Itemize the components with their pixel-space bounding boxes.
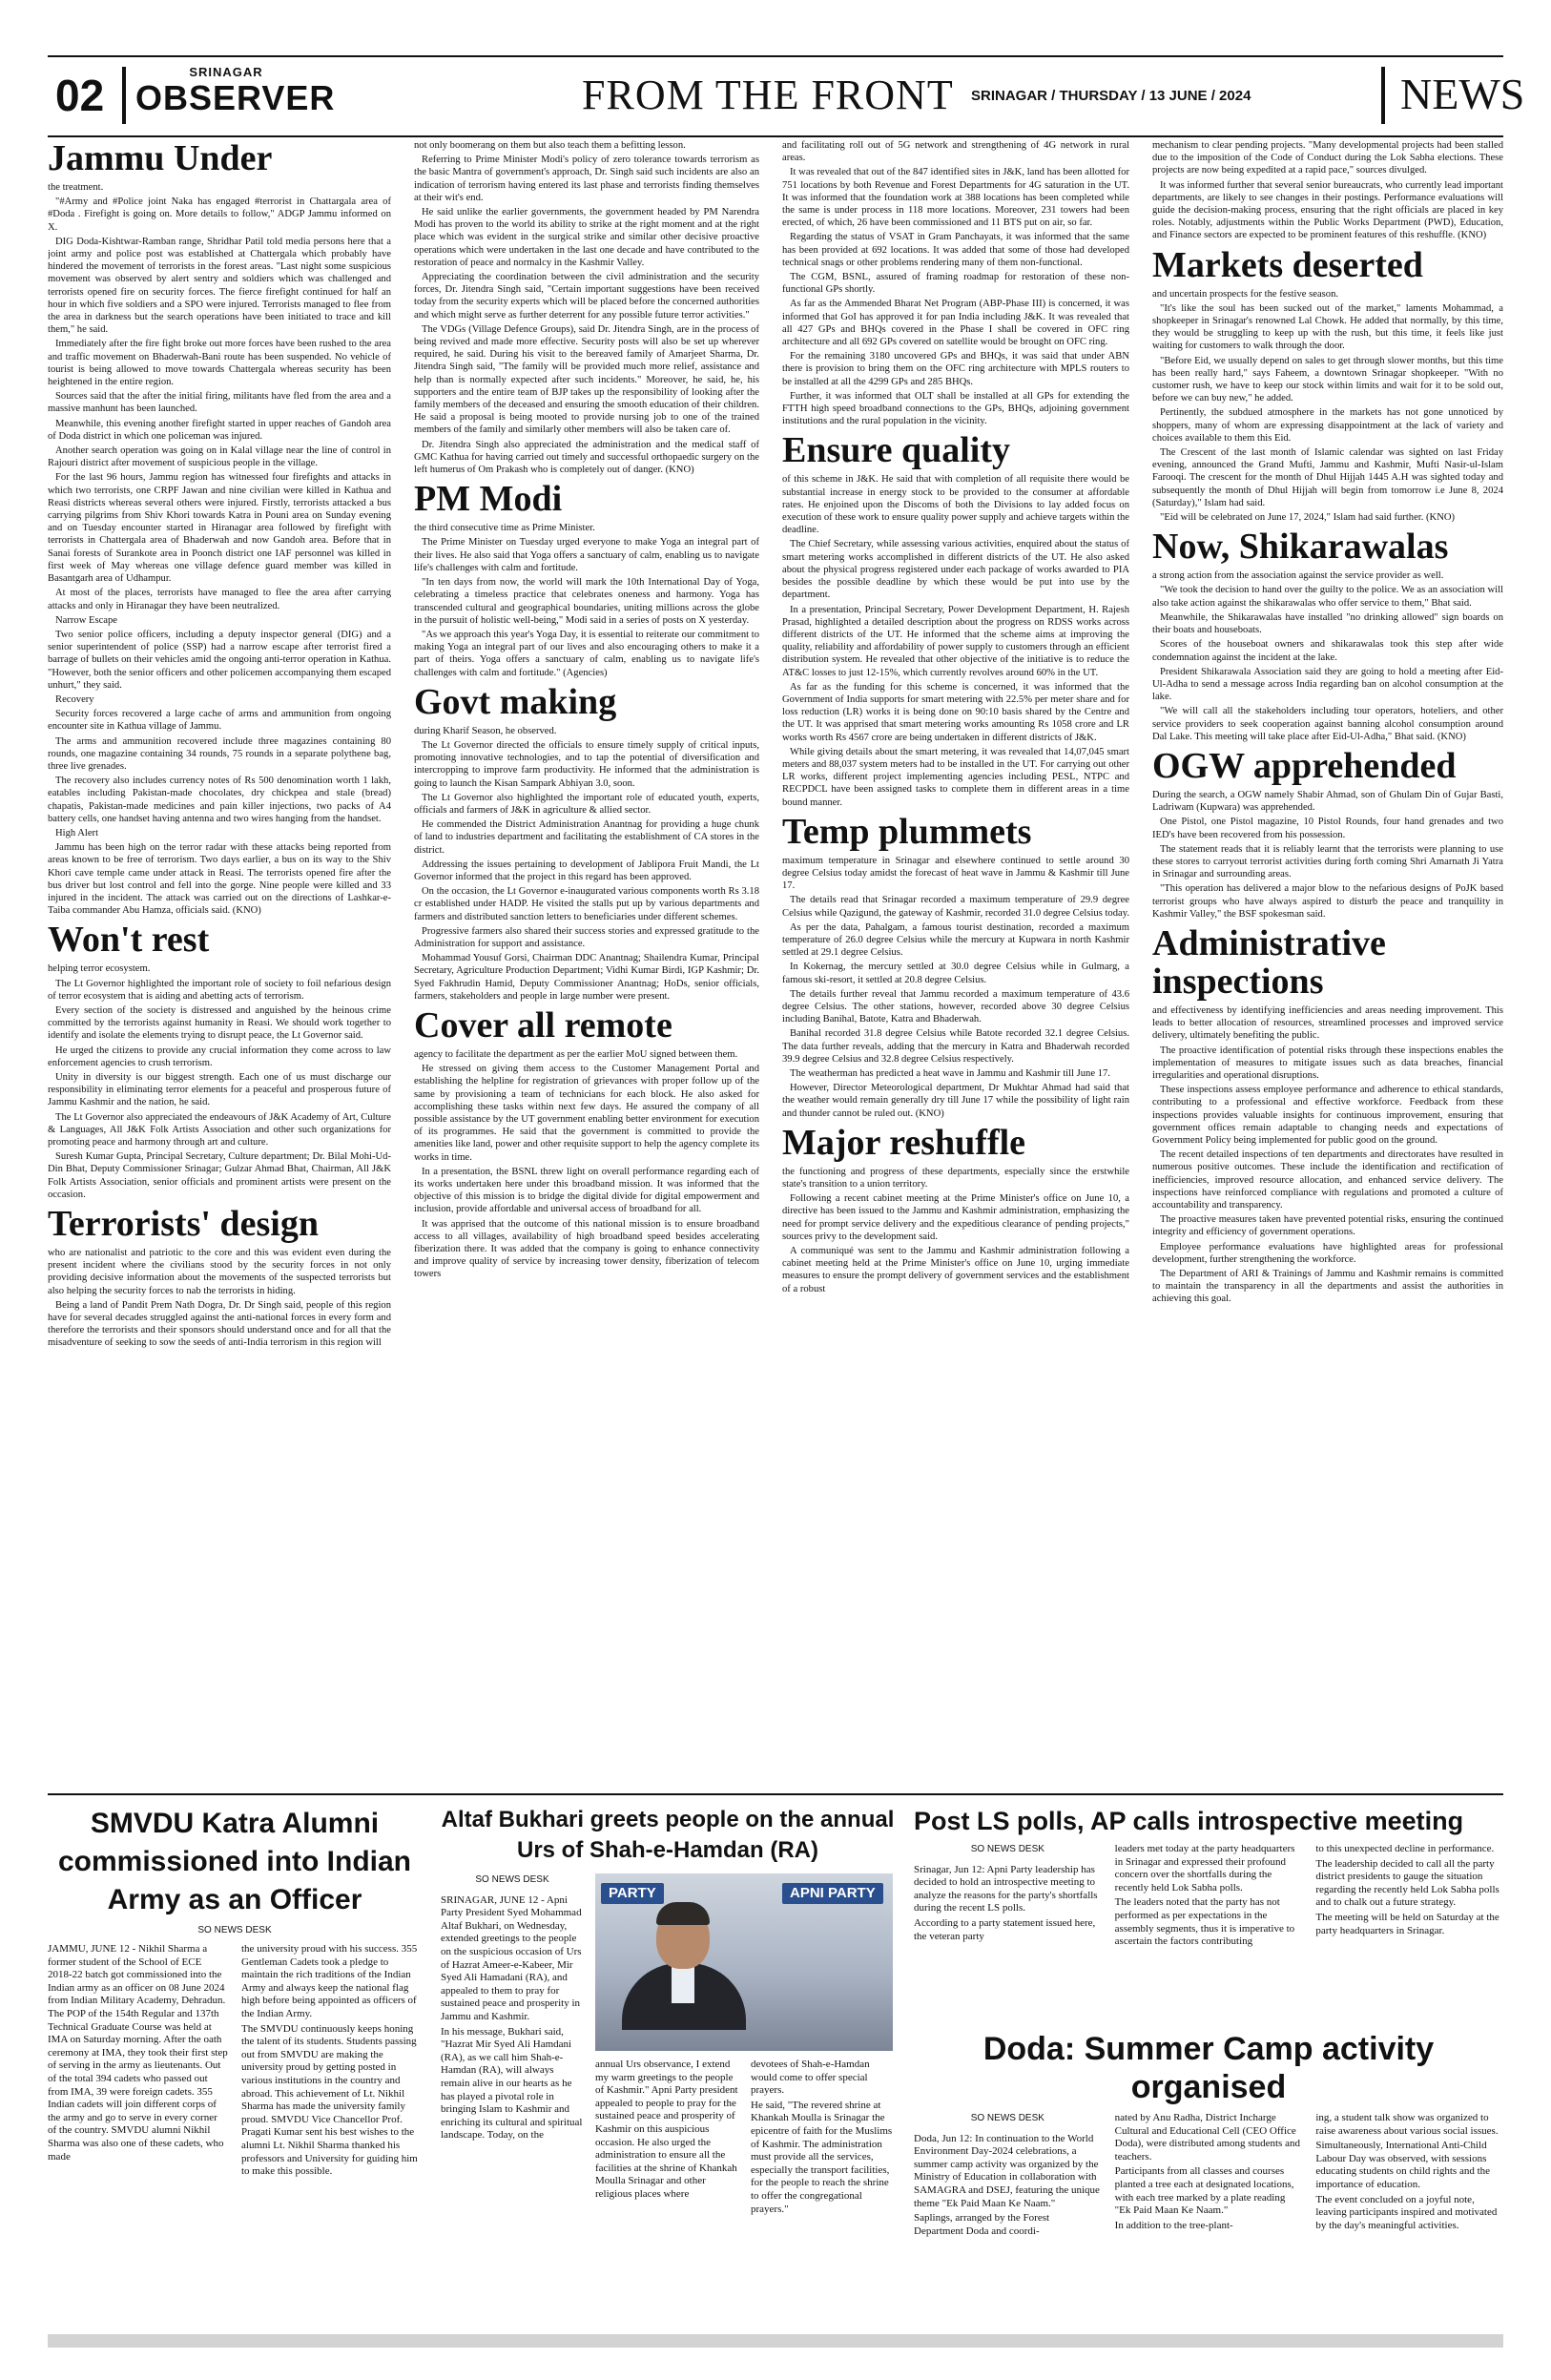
paragraph: The CGM, BSNL, assured of framing roadmap for restoration of these non-functional GPs shortly. <box>782 272 1129 296</box>
paragraph: the third consecutive time as Prime Minister. <box>414 523 595 534</box>
story-text-column <box>1115 1843 1303 1951</box>
paragraph: While giving details about the smart metering, it was revealed that 14,07,045 smart meters and 88,037 system meters had to be installed in the UT. For carrying out other LR works, different project implementing agencies including PESL, NTPC and RECPDCL have been assigned tasks to complete them in different areas in a time bound manner. <box>782 746 1129 808</box>
paragraph: Mohammad Yousuf Gorsi, Chairman DDC Anantnag; Shailendra Kumar, Principal Secretary, Agriculture Production Department; Vidhi Kumar Birdi, IGP Kashmir; Dr. Syed Fakhrudin Hamid, Deputy Commissioner Anantnag; HoDs, senior officials, farmers, stakeholders and people in large number were present. <box>414 953 759 1002</box>
paragraph: In his message, Bukhari said, "Hazrat Mir Syed Ali Hamdani (RA), as we call him Shah-e-Hamdan (RA), will always remain alive in our hearts as he has played a pivotal role in bringing Islam to Kashmir and enriching its cultural and spiritual landscape. Today, on the <box>441 2025 583 2142</box>
paragraph: Security forces recovered a large cache of arms and ammunition from ongoing encounter site in Kathua village of Jammu. <box>48 709 391 733</box>
paragraph: Pertinently, the subdued atmosphere in the markets has not gone unnoticed by shoppers, many of whom are expressing disappointment at the lack of variety and choices available to them this Eid. <box>1152 407 1503 444</box>
article-continued <box>414 139 759 476</box>
story-smvdu <box>48 1805 422 2320</box>
paragraph: Every section of the society is distressed and anguished by the heinous crime committed by the terrorists against humanity in Reasi. We should work together to identify and isolate the elements trying to disrupt peace, the Lt Governor said. <box>48 1004 391 1042</box>
paragraph: "We took the decision to hand over the guilty to the police. We as an association will also take action against the shikarawalas who offer service to them," Bhat said. <box>1152 585 1503 609</box>
headline-doda: Doda: Summer Camp activity organised <box>982 2031 1435 2105</box>
masthead-divider <box>1381 67 1385 124</box>
paragraph: Simultaneously, International Anti-Child Labour Day was observed, with sessions educating students on child rights and the importance of education. <box>1315 2140 1491 2190</box>
paragraph: The Lt Governor also appreciated the endeavours of J&K Academy of Art, Culture & Languages, All J&K Folk Artists Association and other such organizations for promoting peace and harmony through art and culture. <box>48 1111 391 1149</box>
paragraph: agency to facilitate the department as per the earlier MoU signed between them. <box>414 1048 738 1060</box>
paragraph: The details read that Srinagar recorded a maximum temperature of 29.9 degree Celsius while Qazigund, the gateway of Kashmir, recorded 31.0 degree Celsius today. <box>782 895 1129 919</box>
story-text-column <box>914 1864 1102 1944</box>
paragraph: These inspections assess employee performance and adherence to ethical standards, contributing to a professional and effective workforce. Feedback from these inspections provides valuable insights for continuous improvement, ensuring that government offices remain adaptable to changing needs and expectations of Government Policy being implemented for public good on the ground. <box>1152 1085 1503 1146</box>
paragraph: of this scheme in J&K. He said that with completion of all requisite there would be substantial increase in energy stock to be provided to the consumer at affordable rates. He enjoined upon the Discoms of both the Divisions to lay added focus on execution of these work to ensure quality power supply and achieve targets within the deadline. <box>782 474 1129 536</box>
paragraph: the treatment. <box>48 182 104 193</box>
paragraph: Banihal recorded 31.8 degree Celsius while Batote recorded 32.1 degree Celsius. The data further reveals, adding that the mercury in Katra and Bhaderwah recorded 39.9 degree Celsius and 32.8 degree Celsius respectively. <box>782 1028 1129 1065</box>
photo-banner: APNI PARTY <box>782 1883 883 1904</box>
headline-administrative-inspections: Administrative inspections <box>1152 922 1386 1002</box>
story-right-block <box>595 1873 895 2218</box>
headline-smvdu: SMVDU Katra Alumni commissioned into Indian Army as an Officer <box>57 1808 412 1915</box>
article-continued <box>1152 139 1503 242</box>
paragraph: Following a recent cabinet meeting at the Prime Minister's office on June 10, a directive has been issued to the Jammu and Kashmir administration, emphasizing the need for prompt service delivery and the expeditious clearance of pending projects," sources privy to the development said. <box>782 1193 1129 1242</box>
headline-major-reshuffle: Major reshuffle <box>782 1122 1026 1163</box>
paragraph: In a presentation, Principal Secretary, Power Development Department, H. Rajesh Prasad, highlighted a detailed description about the progress on RDSS works across different districts of the UT. He informed that the scheme aims at improving the quality, reliability and affordability of power supply to customers through an efficient distribution system. He revealed that other objective of the initiative is to reduce the AT&C losses to just 12-15%, which currently revolves around 60% in the UT. <box>782 604 1129 678</box>
paragraph: It was apprised that the outcome of this national mission is to ensure broadband access to all villages, availability of high broadband speed besides accelerating fiberization there. It was added that the company is going to enhance connectivity and improve quality of service by increasing tower density, fiberization of telecom towers <box>414 1218 759 1280</box>
paragraph: For the last 96 hours, Jammu region has witnessed four firefights and attacks in which two terrorists, one CRPF Jawan and nine civilian were killed in Kathua and Reasi districts whereas several others were injured. Firstly, terrorists attacked a bus carrying pilgrims from Shiv Khori towards Katra in Pouni area on Sunday evening and on Tuesday encounter started in Hiranagar area followed by firefight with terrorists in Chattergala area of Bhaderwah and now Gandoh area. Before that in Sanai forests of Surankote area in Poonch district one IAF personnel was killed in first week of May whereas one village defence guard member was killed in Basantgarh area of Udhampur. <box>48 472 391 585</box>
story-doda <box>914 2030 1503 2322</box>
paragraph: The VDGs (Village Defence Groups), said Dr. Jitendra Singh, are in the process of being revived and made more effective. Security posts will also be set up wherever required, he said. During his visit to the bereaved family of Amarjeet Sharma, Dr. Jitendra Singh said, "The family will be provided much more relief, assistance and help than is normally expected after such incidents." Moreover, he said, he, his supporters and the entire team of BJP takes up the responsibility of looking after the family members of the deceased and ensuring the smooth education of their children. He said a proposal is being mooted to provide nursing job to one of the trained members of the family and similarly other members will also be taken care of. <box>414 323 759 436</box>
paragraph: maximum temperature in Srinagar and elsewhere continued to settle around 30 degree Celsius today amidst the forecast of heat wave in Jammu & Kashmir till June 17. <box>782 855 1129 892</box>
paragraph: At most of the places, terrorists have managed to flee the area after carrying attacks and only in Hiranagar they have been neutralized. <box>48 588 391 611</box>
headline-jammu-under: Jammu Under <box>48 139 273 178</box>
paragraph: The Lt Governor highlighted the important role of society to foil nefarious design of terror ecosystem that is aiding and abetting acts of terrorism. <box>48 978 391 1002</box>
person-hair <box>656 1902 710 1925</box>
story-text-column <box>1315 2112 1503 2240</box>
paragraph: The Lt Governor also highlighted the important role of educated youth, experts, officials and farmers of J&K in agriculture & allied sector. <box>414 792 759 816</box>
article-jammu-under <box>48 181 391 917</box>
paragraph: annual Urs observance, I extend my warm greetings to the people of Kashmir." Apni Party president appealed to people to pray for the sustained peace and prosperity of Kashmir on this auspicious occasion. He also urged the administration to ensure all the facilities at the shrine of Khankah Moulla Srinagar and other religious places where <box>595 2059 738 2200</box>
paragraph: He stressed on giving them access to the Customer Management Portal and establishing the helpline for registration of grievances with proper follow up of the same by provisioning a team of technicians for each block. He also asked for accomplishing these tasks within next few days. He assured the company of all possible assistance by the UT government enabling better environment for execution of its programmes. He said that the government is committed to provide the amenities like land, power and other requisite support to help the agency complete its works in time. <box>414 1064 759 1163</box>
paragraph: It was revealed that out of the 847 identified sites in J&K, land has been allotted for 751 locations by both Revenue and Forest Departments for 4G saturation in the UT. It was informed that the foundation work at 388 locations has been completed while the same is under process in 118 more locations. Moreover, 231 towers had been erected, of which, 26 have been commissioned and 11 BTS put on air, so far. <box>782 167 1129 229</box>
paragraph: On the occasion, the Lt Governor e-inaugurated various components worth Rs 3.18 cr established under HADP. He visited the stalls put up by various departments and farmers and distributed sanction letters to beneficiaries under different schemes. <box>414 886 759 922</box>
paragraph: Doda, Jun 12: In continuation to the World Environment Day-2024 celebrations, a summer camp activity was organized by the Ministry of Education in collaboration with SAMAGRA and DSEJ, featuring the unique theme "Ek Paid Maan Ke Naam." <box>914 2132 1100 2209</box>
column-3 <box>782 139 1129 1656</box>
article-now-shikarawalas <box>1152 569 1503 743</box>
column-4 <box>1152 139 1503 1656</box>
paragraph: Meanwhile, the Shikarawalas have installed "no drinking allowed" sign boards on their boats and houseboats. <box>1152 611 1503 636</box>
photo-banner: PARTY <box>601 1883 664 1904</box>
paragraph: However, Director Meteorological department, Dr Mukhtar Ahmad had said that the weather would remain generally dry till June 17 while the possibility of light rain and thunder cannot be ruled out. (KNO) <box>782 1083 1129 1119</box>
paragraph: During the search, a OGW namely Shabir Ahmad, son of Ghulam Din of Gujar Basti, Ladriwam (Kupwara) was apprehended. <box>1152 789 1503 814</box>
paragraph: "Before Eid, we usually depend on sales to get through slower months, but this time has been really hard," says Faheem, a downtown Srinagar shopkeeper. "With no customer rush, we have to keep our stock within limits and wait for it to be sold out, before we can buy new," he added. <box>1152 355 1503 404</box>
paragraph: "In ten days from now, the world will mark the 10th International Day of Yoga, celebrating a timeless practice that celebrates oneness and harmony. Yoga has transcended cultural and geographical boundaries, uniting millions across the globe in the pursuit of holistic well-being," Modi said in a series of posts on X yesterday. <box>414 577 759 626</box>
paragraph: Suresh Kumar Gupta, Principal Secretary, Culture department; Dr. Bilal Mohi-Ud-Din Bhat, Deputy Commissioner Srinagar; Gulzar Ahmad Bhat, Chairman, All J&K Folk Artists Association, senior officials and prominent artists were present on the occasion. <box>48 1151 391 1200</box>
article-temp-plummets <box>782 855 1129 1120</box>
paragraph: the university proud with his success. 355 Gentleman Cadets took a pledge to maintain the rich traditions of the Indian Army and always keep the national flag high before being appointed as officers of the Indian Army. <box>241 1943 418 2019</box>
paragraph: In Kokernag, the mercury settled at 30.0 degree Celsius while in Gulmarg, a famous ski-resort, it settled at 20.8 degree Celsius. <box>782 962 1129 985</box>
paragraph: The event concluded on a joyful note, leaving participants inspired and motivated by the day's meaningful activities. <box>1315 2193 1498 2231</box>
section-title: FROM THE FRONT <box>582 72 954 118</box>
paragraph: Narrow Escape <box>55 614 118 626</box>
article-ensure-quality <box>782 473 1129 808</box>
article-markets-deserted <box>1152 288 1503 525</box>
paragraph: He said unlike the earlier governments, the government headed by PM Narendra Modi has proven to the world its ability to strike at the right moment and at the right place which was evident in the surgical strike and similar other decisive proactive operations which were undertaken in the last one decade and have contributed to the restoration of peace and normalcy in the Kashmir Valley. <box>414 207 759 268</box>
paragraph: devotees of Shah-e-Hamdan would come to offer special prayers. <box>751 2059 870 2097</box>
footer-strip <box>48 2334 1503 2348</box>
paragraph: The Chief Secretary, while assessing various activities, enquired about the status of smart metering works accomplished in different districts of the UT. He also asked about the physical progress registered under each package of works awarded to PIA besides the possible deadline by which these would be put into use by the department. <box>782 539 1129 601</box>
paragraph: Participants from all classes and courses planted a tree each at designated locations, with each tree marked by a plate reading "Ek Paid Maan Ke Naam." <box>1114 2165 1294 2217</box>
section-divider <box>48 1793 1503 1795</box>
paragraph: In a presentation, the BSNL threw light on overall performance regarding each of its works undertaken here under this broadband mission. It was informed that the objective of this mission is to bridge the digital divide for digital empowerment and inclusion, provide affordable and universal access of broadband for all. <box>414 1166 759 1215</box>
paragraph: President Shikarawala Association said they are going to hold a meeting after Eid-Ul-Adha to send a message across India regarding ban on alcohol consumption at the lake. <box>1152 666 1503 703</box>
paragraph: The meeting will be held on Saturday at the party headquarters in Srinagar. <box>1315 1911 1499 1936</box>
paragraph: The Prime Minister on Tuesday urged everyone to make Yoga an integral part of their lives. He also said that Yoga offers a sanctuary of calm, enabling us to navigate life's challenges with calm and fortitude. <box>414 537 759 573</box>
story-bukhari <box>441 1805 895 2320</box>
paragraph: As far as the funding for this scheme is concerned, it was informed that the Government of India supports for smart metering with 22.5% per meter share and for loss reduction (LR) works it is being done on 90:10 basis shared by the Centre and the UT. It was apprised that smart metering works amounting Rs 1058 crore and LR works worth Rs 4567 crore are being undertaken in different districts of J&K. <box>782 681 1129 743</box>
headline-ogw-apprehended: OGW apprehended <box>1152 745 1457 786</box>
paragraph: Recovery <box>55 693 94 705</box>
byline: SO NEWS DESK <box>475 1874 549 1885</box>
dateline: SRINAGAR / THURSDAY / 13 JUNE / 2024 <box>971 88 1251 104</box>
category-label: NEWS <box>1400 70 1525 118</box>
paragraph: "Eid will be celebrated on June 17, 2024," Islam had said further. (KNO) <box>1160 512 1456 524</box>
article-terrorists-design <box>48 1247 391 1350</box>
column-1 <box>48 139 391 1656</box>
article-ogw-apprehended <box>1152 789 1503 921</box>
story-text-column <box>1115 2112 1303 2240</box>
headline-ensure-quality: Ensure quality <box>782 430 1010 471</box>
paragraph: "#Army and #Police joint Naka has engaged #terrorist in Chattargala area of #Doda . Firefight is going on. More details to follow," ADGP Jammu informed on X. <box>48 197 391 233</box>
paper-city: SRINAGAR <box>189 65 263 79</box>
story-text-column <box>241 1943 422 2181</box>
headline-wont-rest: Won't rest <box>48 920 210 961</box>
article-administrative-inspections <box>1152 1004 1503 1306</box>
paragraph: The leadership decided to call all the party district presidents to gauge the situation regarding the recently held Lok Sabha polls and to chalk out a future strategy. <box>1315 1857 1499 1909</box>
paragraph: Regarding the status of VSAT in Gram Panchayats, it was informed that the same has been provided at 692 locations. It was added that some of those had developed technical snags or other problems rendering many of them non-functional. <box>782 232 1129 268</box>
paragraph: High Alert <box>55 827 99 838</box>
article-continued <box>782 139 1129 427</box>
article-pm-modi <box>414 522 759 678</box>
paragraph: helping terror ecosystem. <box>48 963 151 975</box>
story-post-ls <box>914 1805 1503 2024</box>
story-text-column <box>48 1943 228 2181</box>
story-text-column <box>595 2059 739 2218</box>
person-collar <box>672 1965 694 2003</box>
paragraph: The arms and ammunition recovered include three magazines containing 80 rounds, one magazine containing 34 rounds, 75 rounds in a separate polythene bag, three live grenades. <box>48 735 391 772</box>
paragraph: The Lt Governor directed the officials to ensure timely supply of critical inputs, promoting innovative technologies, and to tap the potential of diversification and intercropping to improve farm productivity. He informed that the administration is going to launch the Kisan Sampark Abhiyan 3.0, soon. <box>414 739 759 789</box>
paragraph: He urged the citizens to provide any crucial information they come across to law enforcement agencies to crush terrorism. <box>48 1045 391 1068</box>
paragraph: For the remaining 3180 uncovered GPs and BHQs, it was said that under ABN there is provision to bring them on the OFC ring architecture with MPLS routers to be installed at all the 4299 GPs and 285 BHQs. <box>782 351 1129 387</box>
story-text-column <box>914 2133 1102 2239</box>
paragraph: He said, "The revered shrine at Khankah Moulla is Srinagar the epicentre of faith for the Muslims of Kashmir. The administration must provide all the services, especially the transport facilities, for the people to reach the shrine to offer the congregational prayers." <box>751 2099 893 2215</box>
story-text-column <box>914 1843 1102 1951</box>
paragraph: The SMVDU continuously keeps honing the talent of its students. Students passing out from SMVDU are making the university proud by getting posted in various institutions in the country and abroad. This achievement of Lt. Nikhil Sharma has made the university family proud. SMVDU Vice Chancellor Prof. Pragati Kumar sent his best wishes to the alumni Lt. Nikhil Sharma thanked his professors and University for guiding him to make this possible. <box>241 2022 418 2178</box>
paragraph: A communiqué was sent to the Jammu and Kashmir administration following a cabinet meeting held at the Prime Minister's office on June 10, urging immediate measures to ensure the prompt delivery of government services and the establishment of a robust <box>782 1246 1129 1294</box>
paragraph: to this unexpected decline in performance. <box>1315 1843 1495 1854</box>
paragraph: and effectiveness by identifying inefficiencies and areas needing improvement. This leads to better allocation of resources, streamlined processes and improved service delivery, ultimately benefiting the public. <box>1152 1004 1503 1042</box>
paragraph: The Department of ARI & Trainings of Jammu and Kashmir remains is committed to maintain the transparency in all the departments and assist the authorities in achieving this goal. <box>1152 1269 1503 1305</box>
paragraph: It was informed further that several senior bureaucrats, who currently lead important departments, are likely to see changes in their postings. Performance evaluations will guide the decision-making process, ensuring that the right officials are placed in key roles. Notably, adjustments within the Public Works Department (PWD), Education, and Finance sectors are expected to be prominent features of this reshuffle. (KNO) <box>1152 179 1503 241</box>
paragraph: In addition to the tree-plant- <box>1114 2219 1233 2231</box>
paragraph: According to a party statement issued here, the veteran party <box>914 1916 1096 1942</box>
story-text-column <box>914 2112 1102 2240</box>
paragraph: Further, it was informed that OLT shall be installed at all GPs for extending the FTTH high speed broadband connections to the GPs, BHQs, adjoining government institutions and the rural population in the vicinity. <box>782 390 1129 427</box>
headline-post-ls: Post LS polls, AP calls introspective meeting <box>914 1807 1464 1835</box>
paragraph: a strong action from the association against the service provider as well. <box>1152 570 1444 582</box>
paragraph: Meanwhile, this evening another firefight started in upper reaches of Gandoh area of Doda district in which one policeman was injured. <box>48 418 391 442</box>
byline: SO NEWS DESK <box>197 1925 272 1935</box>
paragraph: leaders met today at the party headquarters in Srinagar and expressed their profound concern over the shortfalls during the recently held Lok Sabha polls. <box>1114 1843 1295 1894</box>
paragraph: As per the data, Pahalgam, a famous tourist destination, recorded a maximum temperature of 26.0 degree Celsius while the mercury at Kupwara in north Kashmir settled at 29.1 degree Celsius. <box>782 921 1129 959</box>
paragraph: ing, a student talk show was organized to raise awareness about various social issues. <box>1315 2112 1499 2137</box>
paragraph: The details further reveal that Jammu recorded a maximum temperature of 43.6 degree Celsius. The other stations, however, recorded above 30 degree Celsius including Banihal, Batote, Katra and Bhaderwah. <box>782 988 1129 1025</box>
paragraph: Being a land of Pandit Prem Nath Dogra, Dr. Dr Singh said, people of this region have for several decades struggled against the anti-national forces in every form and therefore the terrorists and their sponsors should understand once and for all that the misadventure of seeking to sow the seeds of anti-India terrorism in this region will <box>48 1299 391 1349</box>
paragraph: "It's like the soul has been sucked out of the market," laments Mohammad, a shopkeeper in Srinagar's renowned Lal Chowk. He added that normally, by this time, they would be struggling to keep up with the rush, but this time, it feels like just waiting for customers to walk through the door. <box>1152 302 1503 352</box>
headline-terrorists-design: Terrorists' design <box>48 1204 319 1245</box>
paragraph: mechanism to clear pending projects. "Many developmental projects had been stalled due to the imposition of the Code of Conduct during the Lok Sabha elections. These projects are now being expedited at a rapid pace," sources divulged. <box>1152 140 1503 176</box>
masthead-divider <box>122 67 126 124</box>
paragraph: He commended the District Administration Anantnag for providing a huge chunk of land to industries department and facilitating the establishment of CA stores in the district. <box>414 819 759 856</box>
paragraph: One Pistol, one Pistol magazine, 10 Pistol Rounds, four hand grenades and two IED's have been recovered from his possession. <box>1152 817 1503 840</box>
paragraph: Dr. Jitendra Singh also appreciated the administration and the medical staff of GMC Kathua for having carried out timely and successful orthopaedic surgery on the left humerus of Om Prakash who is completely out of danger. (KNO) <box>414 439 759 476</box>
paragraph: Scores of the houseboat owners and shikarawalas took this step after wide condemnation against the incident at the lake. <box>1152 639 1503 663</box>
masthead <box>48 55 1525 137</box>
paragraph: Referring to Prime Minister Modi's policy of zero tolerance towards terrorism as the basic Mantra of government's approach, Dr. Singh said such incidents are also an indication of terrorism having entered its last phase and terrorists finding themselves at their wit's end. <box>414 155 759 203</box>
story-text-column <box>1315 1843 1503 1951</box>
headline-temp-plummets: Temp plummets <box>782 811 1032 852</box>
paragraph: Two senior police officers, including a deputy inspector general (DIG) and a senior superintendent of police (SSP) had a narrow escape after terrorist fired a barrage of bullets on their vehicles amid the ongoing anti-terror operation in Kathua. "However, both the senior officers and other policemen accompanying them escaped unhurt," they said. <box>48 629 391 691</box>
page-number: 02 <box>55 71 105 120</box>
paragraph: Progressive farmers also shared their success stories and expressed gratitude to the Administration for support and assistance. <box>414 925 759 949</box>
paragraph: Addressing the issues pertaining to development of Jablipora Fruit Mandi, the Lt Governor informed that the project in this regard has been approved. <box>414 859 759 882</box>
paragraph: The Crescent of the last month of Islamic calendar was sighted on last Friday evening, announced the Grand Mufti, Jammu and Kashmir, Mufti Nasir-ul-Islam Farooqi. The crescent for the month of Dhul Hijjah 1445 A.H was sighted today and subsequently the month of Dhul Hijjah will begin from tomorrow i.e June 8, 2024 (Saturday)," Islam had said. <box>1152 447 1503 508</box>
byline: SO NEWS DESK <box>970 1844 1044 1854</box>
paragraph: The statement reads that it is reliably learnt that the terrorists were planning to use these stores to carryout terrorist activities during forth coming Shri Amarnath Ji Yatra in Srinagar and surrounding areas. <box>1152 843 1503 880</box>
headline-markets-deserted: Markets deserted <box>1152 244 1423 285</box>
paragraph: "This operation has delivered a major blow to the nefarious designs of PoJK based terrorist groups who have always aspired to disturb the peace and tranquility in Kashmir Valley," the BSF spokesman said. <box>1152 883 1503 920</box>
paragraph: Srinagar, Jun 12: Apni Party leadership has decided to hold an introspective meeting to analyze the reasons for the party's shortfalls during the recent LS polls. <box>914 1863 1098 1914</box>
paragraph: "We will call all the stakeholders including tour operators, hoteliers, and other service providers to seek cooperation against banning alcohol consumption around Dal Lake. This meeting will take place after Eid-Ul-Adha," Bhat said. (KNO) <box>1152 706 1503 742</box>
paragraph: The leaders noted that the party has not performed as per expectations in the assembly segments, thus it is imperative to ascertain the factors contributing <box>1114 1896 1295 1948</box>
headline-cover-all-remote: Cover all remote <box>414 1004 672 1045</box>
paragraph: and facilitating roll out of 5G network and strengthening of 4G network in rural areas. <box>782 140 1129 164</box>
paragraph: "As we approach this year's Yoga Day, it is essential to reiterate our commitment to making Yoga an integral part of our lives and also encouraging others to make it a part of theirs. Yoga offers a sanctuary of calm, enabling us to navigate life's challenges with calm and fortitude." (Agencies) <box>414 629 759 678</box>
paragraph: Jammu has been high on the terror radar with these attacks being reported from areas known to be free of terrorism. Two days earlier, a bus on its way to the Shiv Khori cave temple came under attack in Reasi. The terrorists opened fire after the bus driver but lost control and fell into the gorge. Nine people were killed and 33 injured in the incident. The attack was carried out on the directions of Lashkar-e-Taiba commander Abu Hamza, officials said. (KNO) <box>48 842 391 917</box>
byline: SO NEWS DESK <box>970 2113 1044 2123</box>
paragraph: DIG Doda-Kishtwar-Ramban range, Shridhar Patil told media persons here that a joint army and police post was established at Chattergala which probably have hindered the movement of terrorists in the forest areas. "Last night some suspicious movement was observed by alert sentry and soldiers which was challenged and terrorists opened fire on security forces. The fierce firefight continued for half an hour in which five soldiers and a SPO were injured. Terrorists managed to flee from the area in darkness but the search operations have been initiated to trace and kill them," he said. <box>48 236 391 336</box>
paragraph: Appreciating the coordination between the civil administration and the security forces, Dr. Jitendra Singh said, "Certain important suggestions have been received today from the security experts which will be placed before the concerned authorities and which might serve as further deterrent for any possible future terror activities." <box>414 272 759 321</box>
bukhari-photo <box>595 1873 893 2051</box>
paragraph: SRINAGAR, JUNE 12 - Apni Party President Syed Mohammad Altaf Bukhari, on Wednesday, extended greetings to the people on the suspicious occasion of Urs of Hazrat Ameer-e-Kabeer, Mir Syed Ali Hamadani (RA), and appealed to them to pray for sustained peace and prosperity in Jammu and Kashmir. <box>441 1894 582 2022</box>
paragraph: Sources said that the after the initial firing, militants have fled from the area and a massive manhunt has been launched. <box>48 391 391 415</box>
article-cover-all-remote <box>414 1048 759 1281</box>
article-wont-rest <box>48 962 391 1201</box>
story-text-column <box>751 2059 895 2218</box>
paragraph: nated by Anu Radha, District Incharge Cultural and Educational Cell (CEO Office Doda), were distributed among students and teachers. <box>1114 2112 1300 2163</box>
paragraph: who are nationalist and patriotic to the core and this was evident even during the present incident where the civilians stood by the security forces in not only providing decisive information about the movements of the suspected terrorists but also helping the security forces to nab the terrorists in hiding. <box>48 1248 391 1296</box>
paragraph: Another search operation was going on in Kalal village near the line of control in Rajouri district after movement of suspicious people in the village. <box>48 445 391 469</box>
paragraph: The recovery also includes currency notes of Rs 500 denomination worth 1 lakh, eatables including Pakistan-made chocolates, dry chickpea and stale (bread) chapatis, Pakistan-made medicines and pain killer injections, two packs of A4 battery cells, one handset having antenna and two wires hanging from the handset. <box>48 776 391 824</box>
paper-name: OBSERVER <box>135 78 336 117</box>
paragraph: The recent detailed inspections of ten departments and directorates have resulted in numerous positive outcomes. These include the identification and rectification of inefficiencies, improved resource allocation, and enhanced service delivery. The inspections have reinforced compliance with regulations and promoted a culture of accountability and transparency. <box>1152 1149 1503 1211</box>
paragraph: Employee performance evaluations have highlighted areas for professional development, further strengthening the workforce. <box>1152 1241 1503 1265</box>
paragraph: during Kharif Season, he observed. <box>414 725 557 736</box>
paper-logo <box>135 65 336 117</box>
story-text-column <box>441 1894 584 2142</box>
paragraph: The weatherman has predicted a heat wave in Jammu and Kashmir till June 17. <box>790 1068 1110 1079</box>
paragraph: The proactive identification of potential risks through these inspections enables the implementation of measures to mitigate issues such as data breaches, financial irregularities and operational disruptions. <box>1152 1045 1503 1081</box>
paragraph: Saplings, arranged by the Forest Department Doda and coordi- <box>914 2212 1050 2237</box>
paragraph: Unity in diversity is our biggest strength. Each one of us must discharge our responsibility in eliminating terror elements for a peaceful and prosperous future of Jammu Kashmir and the nation, he said. <box>48 1072 391 1108</box>
paragraph: the functioning and progress of these departments, especially since the erstwhile state's transition to a union territory. <box>782 1166 1129 1190</box>
headline-bukhari: Altaf Bukhari greets people on the annual Urs of Shah-e-Hamdan (RA) <box>441 1807 895 1863</box>
paragraph: As far as the Ammended Bharat Net Program (ABP-Phase III) is concerned, it was informed that GoI has approved it for pan India including J&K. It was revealed that all 427 GPs and BHQs covered in the Phase I shall be covered in OFC ring architecture and all 692 GPs covered on satellite would be brought on OFC ring. <box>782 299 1129 348</box>
paragraph: not only boomerang on them but also teach them a befitting lesson. <box>414 140 686 151</box>
article-major-reshuffle <box>782 1166 1129 1295</box>
paragraph: JAMMU, JUNE 12 - Nikhil Sharma a former student of the School of ECE 2018-22 batch got commissioned into the Indian army as an officer on 08 June 2024 from Indian Military Academy, Dehradun. The POP of the 154th Regular and 137th Technical Graduate Course was held at IMA on Saturday morning. After the oath ceremony at IMA, they took their first step of serving in the army as lieutenants. Out of the total 394 cadets who passed out from IMA, 39 were foreign cadets. 355 Indian cadets will join different corps of the army and go to serve in every corner of the country. SMVDU alumni Nikhil Sharma was also one of these cadets, who made <box>48 1943 228 2163</box>
headline-now-shikarawalas: Now, Shikarawalas <box>1152 527 1449 568</box>
paragraph: Immediately after the fire fight broke out more forces have been rushed to the area and traffic movement on Bhaderwah-Bani route has been suspended. No vehicle of tourist is being allowed to move towards Chattergala whereas security has been heightened in the entire region. <box>48 339 391 388</box>
article-govt-making <box>414 725 759 1003</box>
story-text-column <box>441 1873 584 2218</box>
headline-govt-making: Govt making <box>414 681 617 722</box>
headline-pm-modi: PM Modi <box>414 479 563 520</box>
paragraph: and uncertain prospects for the festive season. <box>1152 288 1339 300</box>
column-2 <box>414 139 759 1656</box>
paragraph: The proactive measures taken have prevented potential risks, ensuring the continued integrity and efficiency of government operations. <box>1152 1214 1503 1238</box>
